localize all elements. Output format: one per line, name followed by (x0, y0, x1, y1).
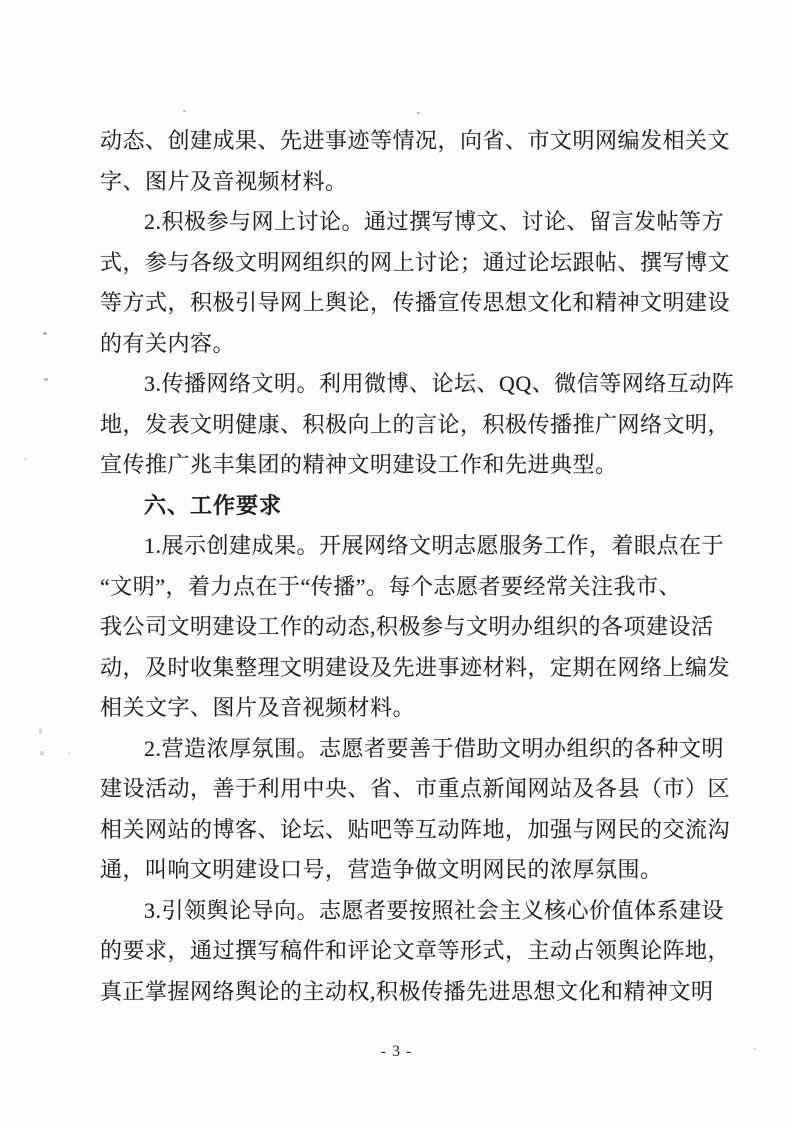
document-body (100, 121, 735, 1012)
scan-speck (40, 751, 44, 756)
page-number: - 3 - (380, 1043, 413, 1060)
text-line: 式，参与各级文明网组织的网上讨论；通过论坛跟帖、撰写博文 (100, 249, 731, 275)
text-line: 动，及时收集整理文明建设及先进事迹材料，定期在网络上编发 (100, 654, 731, 680)
text-line: 建设活动，善于利用中央、省、市重点新闻网站及各县（市）区 (100, 776, 731, 801)
text-line: 2.营造浓厚氛围。志愿者要善于借助文明办组织的各种文明 (144, 735, 725, 761)
text-line: 的有关内容。 (100, 330, 236, 356)
text-line: 等方式，积极引导网上舆论，传播宣传思想文化和精神文明建设 (100, 290, 731, 315)
text-line: 3.传播网络文明。利用微博、论坛、QQ、微信等网络互动阵 (144, 371, 735, 396)
scan-speck (39, 728, 42, 734)
scan-speck (417, 112, 420, 114)
text-line: 1.展示创建成果。开展网络文明志愿服务工作，着眼点在于 (144, 533, 725, 558)
scan-speck (24, 458, 27, 460)
text-line: 动态、创建成果、先进事迹等情况，向省、市文明网编发相关文 (100, 128, 731, 153)
text-line: 宣传推广兆丰集团的精神文明建设工作和先进典型。 (100, 452, 618, 477)
text-line: 2.积极参与网上讨论。通过撰写博文、讨论、留言发帖等方 (144, 209, 725, 234)
text-line: 3.引领舆论导向。志愿者要按照社会主义核心价值体系建设 (144, 897, 725, 923)
scan-speck (753, 1048, 756, 1050)
text-line: 相关网站的博客、论坛、贴吧等互动阵地，加强与网民的交流沟 (100, 816, 731, 842)
text-line: 我公司文明建设工作的动态,积极参与文明办组织的各项建设活 (100, 614, 714, 639)
text-line: 的要求，通过撰写稿件和评论文章等形式，主动占领舆论阵地， (100, 938, 731, 963)
text-line: 真正掌握网络舆论的主动权,积极传播先进思想文化和精神文明 (100, 978, 714, 1004)
text-line: 通，叫响文明建设口号，营造争做文明网民的浓厚氛围。 (100, 857, 663, 882)
text-line: 字、图片及音视频材料。 (100, 168, 348, 194)
scan-speck (43, 332, 47, 335)
section-heading: 六、工作要求 (144, 492, 283, 518)
text-line: 地，发表文明健康、积极向上的言论，积极传播推广网络文明， (100, 411, 731, 437)
text-line: 相关文字、图片及音视频材料。 (100, 695, 416, 720)
scan-speck (68, 752, 70, 755)
scan-speck (183, 110, 186, 112)
scan-speck (44, 378, 48, 381)
text-line: “文明”，着力点在于“传播”。每个志愿者要经常关注我市、 (100, 573, 682, 599)
